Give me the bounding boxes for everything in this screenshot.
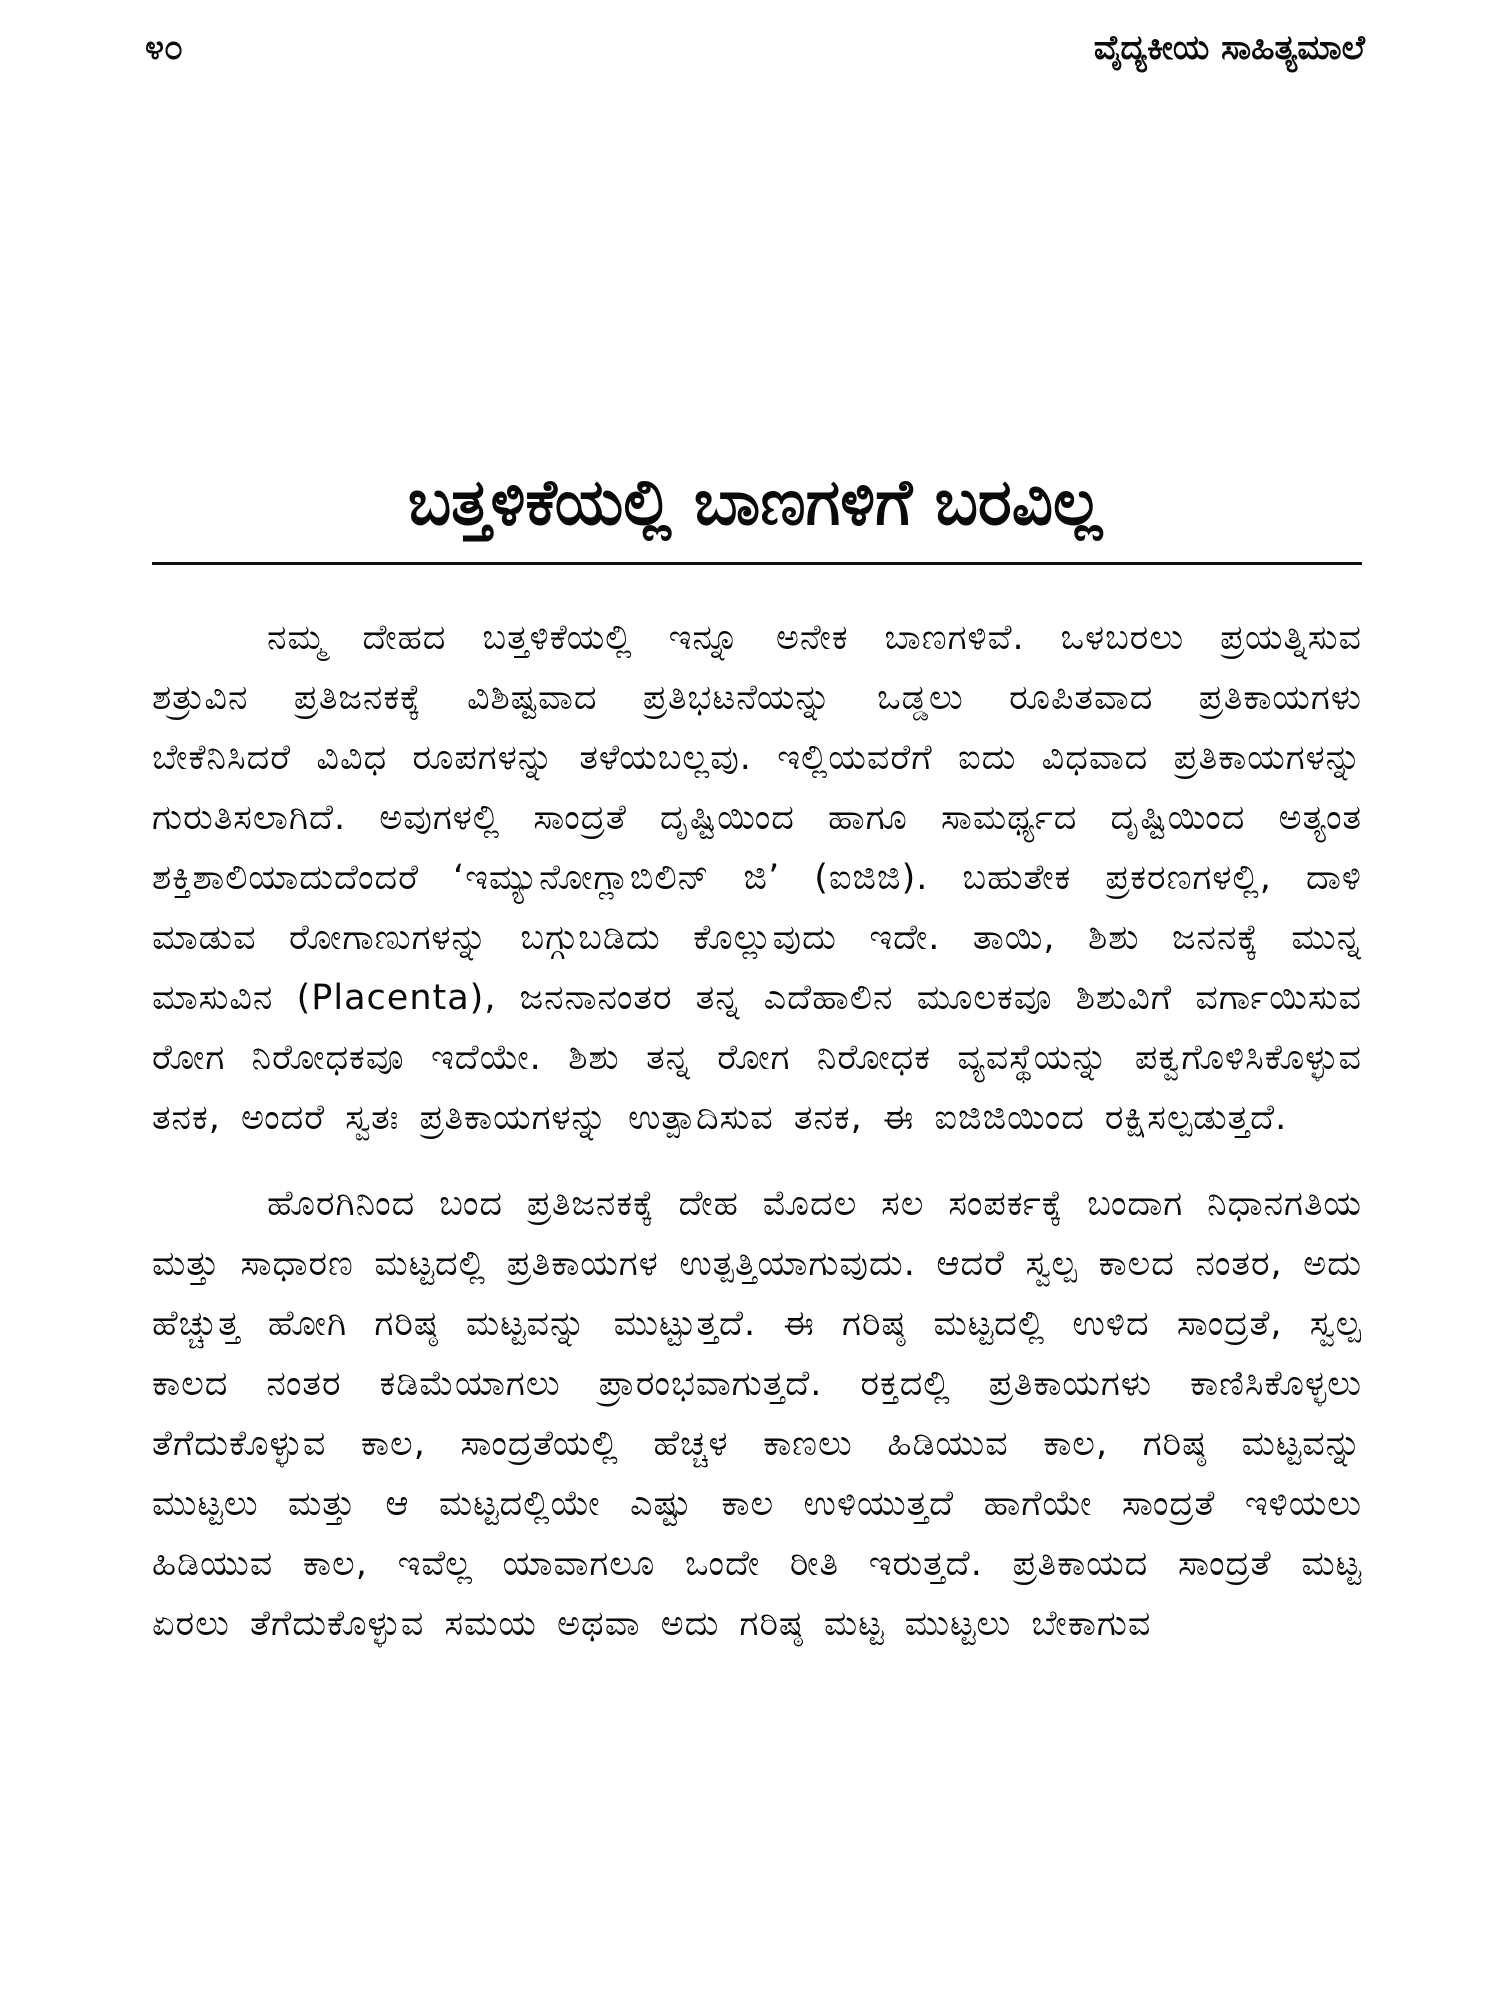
- title-underline-divider: [152, 562, 1362, 565]
- book-title: ವೈದ್ಯಕೀಯ ಸಾಹಿತ್ಯಮಾಲೆ: [1093, 28, 1365, 68]
- body-text: [152, 608, 1362, 1680]
- running-header: [145, 28, 1365, 76]
- chapter-title: ಬತ್ತಳಿಕೆಯಲ್ಲಿ ಬಾಣಗಳಿಗೆ ಬರವಿಲ್ಲ: [407, 466, 1103, 540]
- page-number: ೪೦: [145, 28, 184, 68]
- paragraph-2: ಹೊರಗಿನಿಂದ ಬಂದ ಪ್ರತಿಜನಕಕ್ಕೆ ದೇಹ ಮೊದಲ ಸಲ ಸಂಪರ್ಕಕ್ಕೆ ಬಂದಾಗ ನಿಧಾನಗತಿಯ ಮತ್ತು ಸಾಧಾರಣ ಮಟ್ಟದಲ್ಲಿ ಪ್ರತಿಕಾಯಗಳ ಉತ್ಪತ್ತಿಯಾಗುವುದು. ಆದರೆ ಸ್ವಲ್ಪ ಕಾಲದ ನಂತರ, ಅದು ಹೆಚ್ಚುತ್ತ ಹೋಗಿ ಗರಿಷ್ಠ ಮಟ್ಟವನ್ನು ಮುಟ್ಟುತ್ತದೆ. ಈ ಗರಿಷ್ಠ ಮಟ್ಟದಲ್ಲಿ ಉಳಿದ ಸಾಂದ್ರತೆ, ಸ್ವಲ್ಪ ಕಾಲದ ನಂತರ ಕಡಿಮೆಯಾಗಲು ಪ್ರಾರಂಭವಾಗುತ್ತದೆ. ರಕ್ತದಲ್ಲಿ ಪ್ರತಿಕಾಯಗಳು ಕಾಣಿಸಿಕೊಳ್ಳಲು ತೆಗೆದುಕೊಳ್ಳುವ ಕಾಲ, ಸಾಂದ್ರತೆಯಲ್ಲಿ ಹೆಚ್ಚಳ ಕಾಣಲು ಹಿಡಿಯುವ ಕಾಲ, ಗರಿಷ್ಠ ಮಟ್ಟವನ್ನು ಮುಟ್ಟಲು ಮತ್ತು ಆ ಮಟ್ಟದಲ್ಲಿಯೇ ಎಷ್ಟು ಕಾಲ ಉಳಿಯುತ್ತದೆ ಹಾಗೆಯೇ ಸಾಂದ್ರತೆ ಇಳಿಯಲು ಹಿಡಿಯುವ ಕಾಲ, ಇವೆಲ್ಲ ಯಾವಾಗಲೂ ಒಂದೇ ರೀತಿ ಇರುತ್ತದೆ. ಪ್ರತಿಕಾಯದ ಸಾಂದ್ರತೆ ಮಟ್ಟ ಏರಲು ತೆಗೆದುಕೊಳ್ಳುವ ಸಮಯ ಅಥವಾ ಅದು ಗರಿಷ್ಠ ಮಟ್ಟ ಮುಟ್ಟಲು ಬೇಕಾಗುವ: [152, 1184, 1362, 1644]
- paragraph-1: ನಮ್ಮ ದೇಹದ ಬತ್ತಳಿಕೆಯಲ್ಲಿ ಇನ್ನೂ ಅನೇಕ ಬಾಣಗಳಿವೆ. ಒಳಬರಲು ಪ್ರಯತ್ನಿಸುವ ಶತ್ರುವಿನ ಪ್ರತಿಜನಕಕ್ಕೆ ವಿಶಿಷ್ಟವಾದ ಪ್ರತಿಭಟನೆಯನ್ನು ಒಡ್ಡಲು ರೂಪಿತವಾದ ಪ್ರತಿಕಾಯಗಳು ಬೇಕೆನಿಸಿದರೆ ವಿವಿಧ ರೂಪಗಳನ್ನು ತಳೆಯಬಲ್ಲವು. ಇಲ್ಲಿಯವರೆಗೆ ಐದು ವಿಧವಾದ ಪ್ರತಿಕಾಯಗಳನ್ನು ಗುರುತಿಸಲಾಗಿದೆ. ಅವುಗಳಲ್ಲಿ ಸಾಂದ್ರತೆ ದೃಷ್ಟಿಯಿಂದ ಹಾಗೂ ಸಾಮರ್ಥ್ಯದ ದೃಷ್ಟಿಯಿಂದ ಅತ್ಯಂತ ಶಕ್ತಿಶಾಲಿಯಾದುದೆಂದರೆ ‘ಇಮ್ಯುನೋಗ್ಲಾಬಿಲಿನ್ ಜಿ’ (ಐಜಿಜಿ). ಬಹುತೇಕ ಪ್ರಕರಣಗಳಲ್ಲಿ, ದಾಳಿ ಮಾಡುವ ರೋಗಾಣುಗಳನ್ನು ಬಗ್ಗುಬಡಿದು ಕೊಲ್ಲುವುದು ಇದೇ. ತಾಯಿ, ಶಿಶು ಜನನಕ್ಕೆ ಮುನ್ನ ಮಾಸುವಿನ (Placenta), ಜನನಾನಂತರ ತನ್ನ ಎದೆಹಾಲಿನ ಮೂಲಕವೂ ಶಿಶುವಿಗೆ ವರ್ಗಾಯಿಸುವ ರೋಗ ನಿರೋಧಕವೂ ಇದೆಯೇ. ಶಿಶು ತನ್ನ ರೋಗ ನಿರೋಧಕ ವ್ಯವಸ್ಥೆಯನ್ನು ಪಕ್ವಗೊಳಿಸಿಕೊಳ್ಳುವ ತನಕ, ಅಂದರೆ ಸ್ವತಃ ಪ್ರತಿಕಾಯಗಳನ್ನು ಉತ್ಪಾದಿಸುವ ತನಕ, ಈ ಐಜಿಜಿಯಿಂದ ರಕ್ಷಿಸಲ್ಪಡುತ್ತದೆ.: [152, 618, 1362, 1138]
